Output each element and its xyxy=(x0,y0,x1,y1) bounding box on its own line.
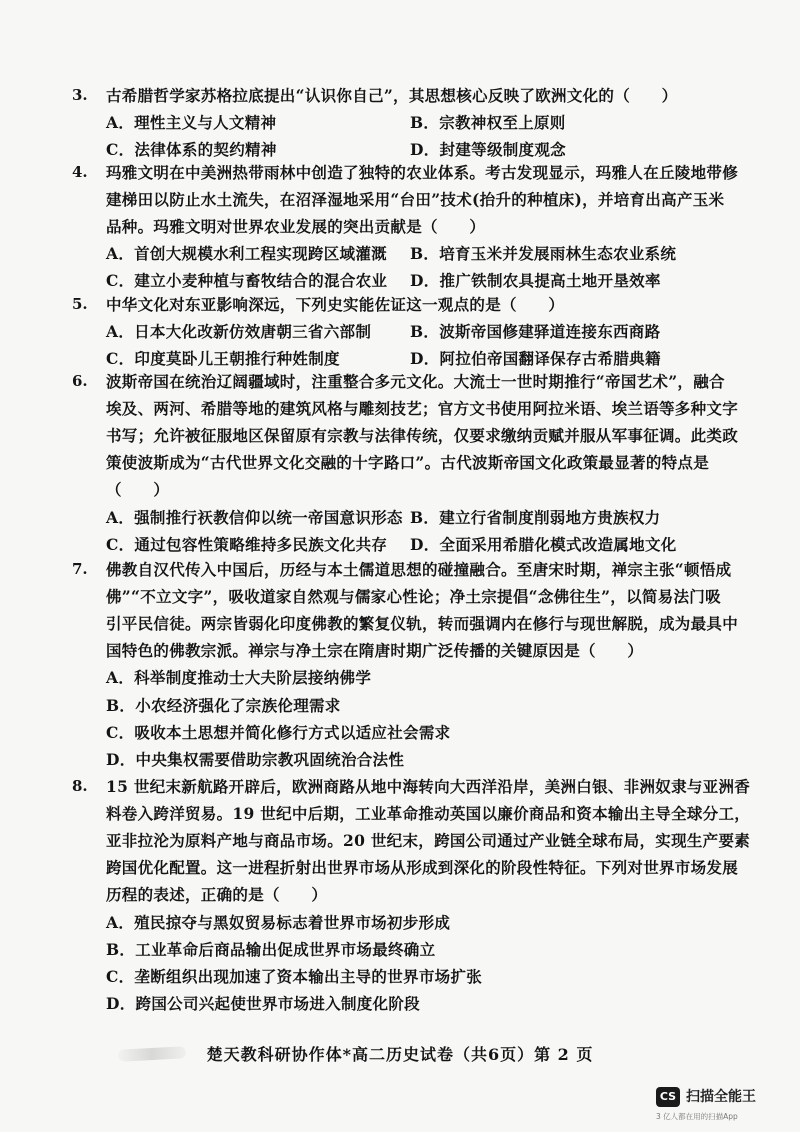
question-stem-line: 玛雅文明在中美洲热带雨林中创造了独特的农业体系。考古发现显示，玛雅人在丘陵地带修 xyxy=(106,163,739,182)
question-number: 7. xyxy=(72,560,88,578)
question-stem-line: 策使波斯成为“古代世界文化交融的十字路口”。古代波斯帝国文化政策最显著的特点是 xyxy=(106,453,710,472)
option-c: C．法律体系的契约精神 xyxy=(106,140,277,159)
option-c: C．通过包容性策略维持多民族文化共存 xyxy=(106,535,388,554)
watermark-tagline: 3 亿人都在用的扫描App xyxy=(656,1112,738,1121)
question-number: 6. xyxy=(72,372,88,390)
page-footer: 楚天教科研协作体*高二历史试卷（共6页）第 2 页 xyxy=(206,1045,594,1064)
option-d: D．跨国公司兴起使世界市场进入制度化阶段 xyxy=(106,994,420,1013)
option-b: B．宗教神权至上原则 xyxy=(410,113,566,132)
question-number: 8. xyxy=(72,777,88,795)
question-stem-line: 中华文化对东亚影响深远，下列史实能佐证这一观点的是（ ） xyxy=(106,295,565,314)
question-number: 3. xyxy=(72,86,88,104)
option-a: A．科举制度推动士大夫阶层接纳佛学 xyxy=(106,668,372,687)
option-b: B．波斯帝国修建驿道连接东西商路 xyxy=(410,322,661,341)
question-stem-line: 引平民信徒。两宗皆弱化印度佛教的繁复仪轨，转而强调内在修行与现世解脱，成为最具中 xyxy=(106,614,739,633)
option-b: B．培育玉米并发展雨林生态农业系统 xyxy=(410,244,677,263)
camscanner-logo-icon: CS xyxy=(656,1087,680,1107)
option-b: B．工业革命后商品输出促成世界市场最终确立 xyxy=(106,940,436,959)
question-stem-line: 历程的表述，正确的是（ ） xyxy=(106,885,328,904)
option-a: A．殖民掠夺与黑奴贸易标志着世界市场初步形成 xyxy=(106,913,451,932)
question-stem-line: 跨国优化配置。这一进程折射出世界市场从形成到深化的阶段性特征。下列对世界市场发展 xyxy=(106,858,739,877)
option-c: C．垄断组织出现加速了资本输出主导的世界市场扩张 xyxy=(106,967,483,986)
question-stem-line: 国特色的佛教宗派。禅宗与净土宗在隋唐时期广泛传播的关键原因是（ ） xyxy=(106,641,644,660)
question-stem-line: （ ） xyxy=(106,480,170,499)
question-stem-line: 佛”“不立文字”，吸收道家自然观与儒家心性论；净土宗提倡“念佛往生”，以简易法门吸 xyxy=(106,587,721,606)
option-b: B．建立行省制度削弱地方贵族权力 xyxy=(410,508,661,527)
option-a: A．理性主义与人文精神 xyxy=(106,113,277,132)
question-number: 4. xyxy=(72,163,88,181)
question-stem-line: 料卷入跨洋贸易。19 世纪中后期，工业革命推动英国以廉价商品和资本输出主导全球分工， xyxy=(106,804,751,823)
question-stem-line: 建梯田以防止水土流失，在沼泽湿地采用“台田”技术(抬升的种植床)，并培育出高产玉米 xyxy=(106,190,725,209)
question-number: 5. xyxy=(72,295,88,313)
question-stem-line: 佛教自汉代传入中国后，历经与本土儒道思想的碰撞融合。至唐宋时期，禅宗主张“顿悟成 xyxy=(106,560,732,579)
question-stem-line: 波斯帝国在统治辽阔疆域时，注重整合多元文化。大流士一世时期推行“帝国艺术”，融合 xyxy=(106,372,725,391)
option-d: D．全面采用希腊化模式改造属地文化 xyxy=(410,535,677,554)
option-d: D．中央集权需要借助宗教巩固统治合法性 xyxy=(106,750,405,769)
option-d: D．阿拉伯帝国翻译保存古希腊典籍 xyxy=(410,349,661,368)
option-c: C．印度莫卧儿王朝推行种姓制度 xyxy=(106,349,340,368)
question-stem-line: 埃及、两河、希腊等地的建筑风格与雕刻技艺；官方文书使用阿拉米语、埃兰语等多种文字 xyxy=(106,399,739,418)
option-c: C．建立小麦种植与畜牧结合的混合农业 xyxy=(106,271,388,290)
question-stem-line: 亚非拉沦为原料产地与商品市场。20 世纪末，跨国公司通过产业链全球布局，实现生产要素 xyxy=(106,831,751,850)
option-d: D．推广铁制农具提高土地开垦效率 xyxy=(410,271,661,290)
option-a: A．日本大化改新仿效唐朝三省六部制 xyxy=(106,322,372,341)
scanner-watermark xyxy=(656,1085,786,1125)
option-a: A．首创大规模水利工程实现跨区域灌溉 xyxy=(106,244,387,263)
option-d: D．封建等级制度观念 xyxy=(410,140,566,159)
question-stem-line: 15 世纪末新航路开辟后，欧洲商路从地中海转向大西洋沿岸，美洲白银、非洲奴隶与亚洲香 xyxy=(106,777,751,796)
question-stem-line: 古希腊哲学家苏格拉底提出“认识你自己”，其思想核心反映了欧洲文化的（ ） xyxy=(106,86,678,105)
option-c: C．吸收本土思想并简化修行方式以适应社会需求 xyxy=(106,723,451,742)
option-b: B．小农经济强化了宗族伦理需求 xyxy=(106,696,341,715)
option-a: A．强制推行祆教信仰以统一帝国意识形态 xyxy=(106,508,403,527)
watermark-app-name: 扫描全能王 xyxy=(686,1089,756,1105)
question-stem-line: 书写；允许被征服地区保留原有宗教与法律传统，仅要求缴纳贡赋并服从军事征调。此类政 xyxy=(106,426,739,445)
question-stem-line: 品种。玛雅文明对世界农业发展的突出贡献是（ ） xyxy=(106,217,486,236)
